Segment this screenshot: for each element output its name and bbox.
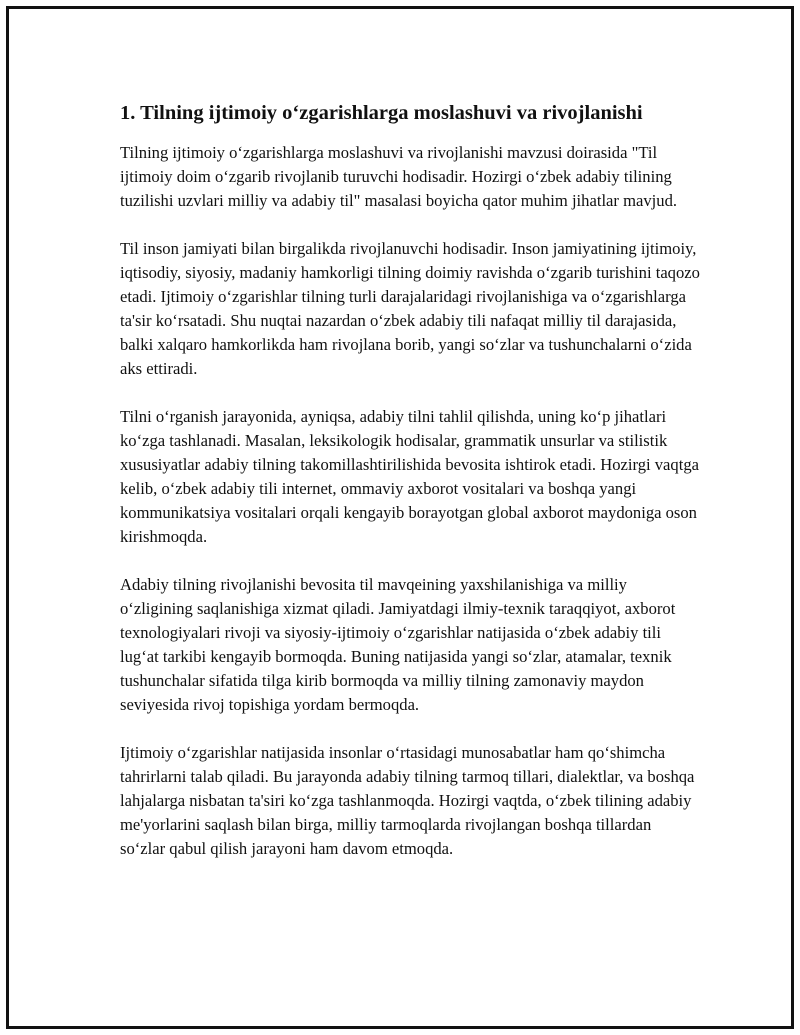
section-heading: 1. Tilning ijtimoiy o‘zgarishlarga moslashuvi va rivojlanishi — [120, 102, 643, 124]
page-frame — [6, 6, 794, 1029]
document-body — [120, 99, 700, 885]
paragraph-5: Ijtimoiy o‘zgarishlar natijasida insonlar o‘rtasidagi munosabatlar ham qo‘shimcha tahrirlarni talab qiladi. Bu jarayonda adabiy tilning tarmoq tillari, dialektlar, va boshqa lahjalarga nisbatan ta'siri ko‘zga tashlanmoqda. Hozirgi vaqtda, o‘zbek tilining adabiy me'yorlarini saqlash bilan birga, milliy tarmoqlarda rivojlangan boshqa tillardan so‘zlar qabul qilish jarayoni ham davom etmoqda. — [120, 743, 695, 858]
paragraph-1: Tilning ijtimoiy o‘zgarishlarga moslashuvi va rivojlanishi mavzusi doirasida "Til ijtimoiy doim o‘zgarib rivojlanib turuvchi hodisadir. Hozirgi o‘zbek adabiy tilining tuzilishi uzvlari milliy va adabiy til" masalasi boyicha qator muhim jihatlar mavjud. — [120, 143, 678, 210]
paragraph-4: Adabiy tilning rivojlanishi bevosita til mavqeining yaxshilanishiga va milliy o‘zligining saqlanishiga xizmat qiladi. Jamiyatdagi ilmiy-texnik taraqqiyot, axborot texnologiyalari rivoji va siyosiy-ijtimoiy o‘zgarishlar natijasida o‘zbek adabiy tili lug‘at tarkibi kengayib bormoqda. Buning natijasida yangi so‘zlar, atamalar, texnik tushunchalar sifatida tilga kirib bormoqda va milliy tilning zamonaviy maydon seviyesida rivoj topishiga yordam bermoqda. — [120, 575, 676, 714]
paragraph-2: Til inson jamiyati bilan birgalikda rivojlanuvchi hodisadir. Inson jamiyatining ijtimoiy, iqtisodiy, siyosiy, madaniy hamkorligi tilning doimiy ravishda o‘zgarib turishini taqozo etadi. Ijtimoiy o‘zgarishlar tilning turli darajalaridagi rivojlanishiga va o‘zgarishlarga ta'sir ko‘rsatadi. Shu nuqtai nazardan o‘zbek adabiy tili nafaqat milliy til darajasida, balki xalqaro hamkorlikda ham rivojlana borib, yangi so‘zlar va tushunchalarni o‘zida aks ettiradi. — [120, 239, 700, 378]
paragraph-3: Tilni o‘rganish jarayonida, ayniqsa, adabiy tilni tahlil qilishda, uning ko‘p jihatlari ko‘zga tashlanadi. Masalan, leksikologik hodisalar, grammatik unsurlar va stilistik xususiyatlar adabiy tilning takomillashtirilishida bevosita ishtirok etadi. Hozirgi vaqtga kelib, o‘zbek adabiy tili internet, ommaviy axborot vositalari va boshqa yangi kommunikatsiya vositalari orqali kengayib borayotgan global axborot maydoniga oson kirishmoqda. — [120, 407, 699, 546]
